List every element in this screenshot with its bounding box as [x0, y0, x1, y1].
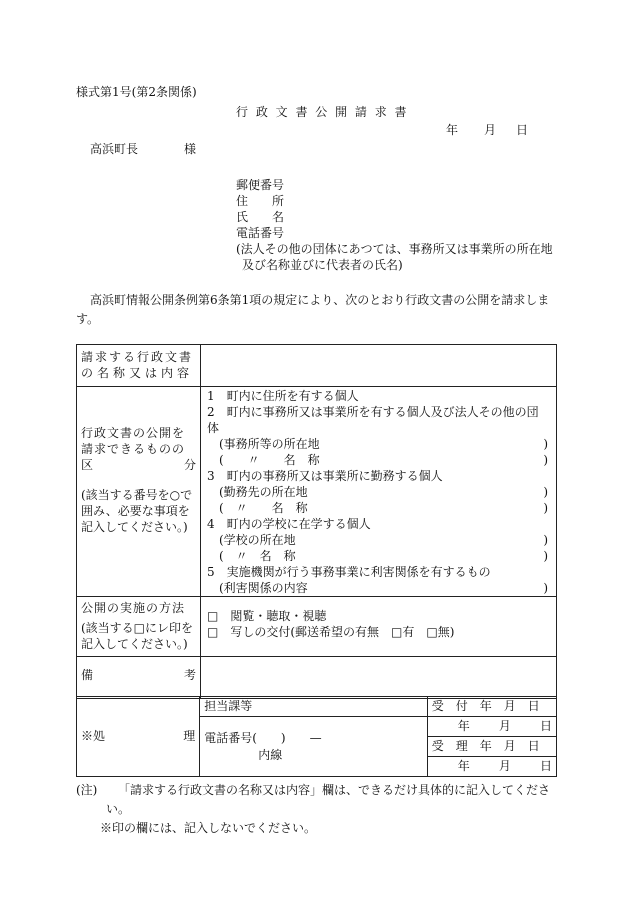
received-month: 月 [498, 719, 511, 733]
category-5[interactable]: 5 実施機関が行う事務事業に利害関係を有するもの [207, 565, 491, 579]
note1-line2: い。 [106, 802, 131, 816]
processing-label-cell [77, 697, 200, 777]
category-5-interest[interactable]: (利害関係の内容 [219, 581, 308, 595]
form-number: 様式第1号(第2条関係) [76, 85, 197, 99]
close-paren: ) [543, 549, 548, 563]
close-paren: ) [543, 501, 548, 515]
close-paren: ) [543, 453, 548, 467]
remarks-label-a: 備 [81, 668, 94, 682]
phone-label: 電話番号 [236, 226, 285, 240]
eligibility-label-3b: 分 [183, 458, 196, 472]
eligibility-label-3a: 区 [81, 458, 94, 472]
dept-label: 担当課等 [204, 699, 253, 713]
note1-line1: 「請求する行政文書の名称又は内容」欄は、できるだけ具体的に記入してくださ [118, 783, 551, 797]
category-3-name[interactable]: ( 〃 名 称 [219, 501, 308, 515]
document-name-label-1: 請求する行政文書 [81, 350, 194, 364]
name-label: 氏 名 [236, 210, 285, 224]
method-options-cell [201, 597, 557, 657]
eligibility-options-cell [201, 387, 557, 597]
addressee-name: 高浜町長 [90, 142, 139, 156]
accepted-day: 日 [539, 759, 552, 773]
method-note-1: (該当する□にレ印を [81, 621, 194, 635]
remarks-label-cell [77, 657, 201, 699]
processing-phone: 電話番号( ) — [204, 730, 322, 745]
document-name-input-cell[interactable] [201, 345, 557, 387]
close-paren: ) [543, 437, 548, 451]
request-table [76, 344, 557, 699]
processing-table [76, 696, 557, 777]
accepted-date-cell [427, 737, 556, 757]
close-paren: ) [543, 533, 548, 547]
remarks-label-b: 考 [183, 668, 196, 682]
corporate-note-line2: 及び名称並びに代表者の氏名) [242, 258, 403, 272]
corporate-note-line1: (法人その他の団体にあつては、事務所又は事業所の所在地 [236, 242, 553, 256]
note2: ※印の欄には、記入しないでください。 [100, 821, 317, 835]
address-label: 住 所 [236, 194, 285, 208]
eligibility-note-1: (該当する番号を○で [81, 488, 193, 502]
received-date-cell [427, 697, 556, 717]
accepted-ymd-cell [427, 757, 556, 777]
method-note-2: 記入してください。) [81, 637, 188, 651]
accepted-label: 受 理 年 月 日 [431, 739, 540, 753]
date-month: 月 [484, 123, 497, 137]
date-day: 日 [516, 123, 529, 137]
document-name-label-cell [77, 345, 201, 387]
category-2-name[interactable]: ( 〃 名 称 [219, 453, 320, 467]
received-ymd-cell [427, 717, 556, 737]
eligibility-note-2: 囲み、必要な事項を [81, 504, 190, 518]
processing-label-a: ※処 [81, 729, 106, 743]
dept-cell [200, 697, 427, 717]
document-name-label-2: の名称又は内容 [81, 366, 194, 380]
category-4[interactable]: 4 町内の学校に在学する個人 [207, 517, 371, 531]
category-4-address[interactable]: (学校の所在地 [219, 533, 296, 547]
received-label: 受 付 年 月 日 [431, 699, 540, 713]
category-2[interactable]: 2 町内に事務所又は事業所を有する個人及び法人その他の団体 [207, 405, 539, 435]
category-2-address[interactable]: (事務所等の所在地 [219, 437, 320, 451]
category-1[interactable]: 1 町内に住所を有する個人 [207, 389, 359, 403]
postal-code-label: 郵便番号 [236, 178, 285, 192]
eligibility-note-3: 記入してください。) [81, 520, 188, 534]
processing-label-b: 理 [183, 729, 196, 743]
close-paren: ) [543, 581, 548, 595]
received-year: 年 [457, 719, 470, 733]
received-day: 日 [539, 719, 552, 733]
intro-line1: 高浜町情報公開条例第6条第1項の規定により、次のとおり行政文書の公開を請求しま [90, 293, 550, 307]
method-view-checkbox[interactable]: □ 閲覧・聴取・視聴 [207, 609, 327, 623]
remarks-input-cell[interactable] [201, 657, 557, 699]
eligibility-label-1: 行政文書の公開を [81, 426, 186, 440]
accepted-year: 年 [457, 759, 470, 773]
intro-line2: す。 [76, 312, 100, 326]
close-paren: ) [543, 485, 548, 499]
category-3[interactable]: 3 町内の事務所又は事業所に勤務する個人 [207, 469, 443, 483]
form-title: 行 政 文 書 公 開 請 求 書 [236, 105, 409, 119]
processing-extension: 内線 [258, 747, 283, 762]
category-4-name[interactable]: ( 〃 名 称 [219, 549, 296, 563]
addressee-honorific: 様 [184, 142, 197, 156]
method-label: 公開の実施の方法 [81, 601, 186, 615]
accepted-month: 月 [498, 759, 511, 773]
category-3-address[interactable]: (勤務先の所在地 [219, 485, 308, 499]
eligibility-label-2: 請求できるものの [81, 442, 186, 456]
method-copy-checkbox[interactable]: □ 写しの交付(郵送希望の有無 □有 □無) [207, 625, 455, 639]
date-year: 年 [446, 123, 459, 137]
phone-cell [200, 717, 427, 777]
method-label-cell [77, 597, 201, 657]
eligibility-label-cell [77, 387, 201, 597]
notes-label: (注) [76, 783, 98, 797]
